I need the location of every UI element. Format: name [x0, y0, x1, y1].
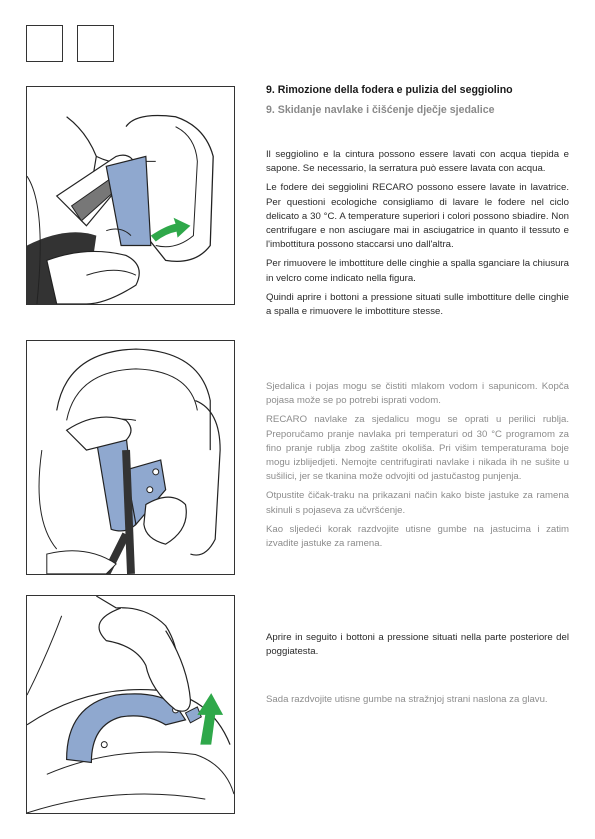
paragraph: Per rimuovere le imbottiture delle cinghie a spalla sganciare la chiusura in velcro come indicato nella figura. [266, 258, 569, 284]
shoulder-pad-snap-icon [27, 341, 234, 574]
section-heading-italian: 9. Rimozione della fodera e pulizia del seggiolino [266, 84, 513, 96]
paragraph: Le fodere dei seggiolini RECARO possono essere lavate in lavatrice. Per questioni ecologiche consigliamo di lavare le fodere nel ciclo delicato a 30 °C. A temperature superiori i colori possono sbiadire. Non centrifugare e non asciugare mai in asciugatrice in quanto il tessuto e l'imbottitura possono staccarsi uno dall'altra. [266, 182, 569, 251]
paragraph: Sjedalica i pojas mogu se čistiti mlakom vodom i sapunicom. Kopča pojasa može se po potrebi isprati vodom. [266, 381, 569, 407]
paragraph: Sada razdvojite utisne gumbe na stražnjoj strani naslona za glavu. [266, 694, 548, 705]
paragraph: Quindi aprire i bottoni a pressione situati sulle imbottiture delle cinghie a spalla e rimuovere le imbottiture stesse. [266, 291, 569, 318]
croatian-text-block [266, 693, 569, 712]
croatian-text-block [266, 380, 569, 556]
section-tab-box [77, 25, 114, 62]
headrest-snap-illustration [26, 595, 235, 814]
shoulder-pad-velcro-illustration [26, 86, 235, 305]
section-tab-box [26, 25, 63, 62]
paragraph: Aprire in seguito i bottoni a pressione situati nella parte posteriore del poggiatesta. [266, 632, 569, 658]
paragraph: Il seggiolino e la cintura possono essere lavati con acqua tiepida e sapone. Se necessario, la serratura può essere lavata con acqua. [266, 149, 569, 175]
paragraph: Otpustite čičak-traku na prikazani način kako biste jastuke za ramena skinuli s pojaseva za učvršćenje. [266, 490, 569, 516]
paragraph: RECARO navlake za sjedalicu mogu se oprati u perilici rublja. Preporučamo pranje navlaka pri temperaturi od 30 °C programom za fino pranje rublja zbog zaštite okoliša. Pri višim temperaturama boje mogu izblijedjeti. Nemojte centrifugirati navlake i nikada ih ne sušite u sušilici, jer se tkanina može odvojiti od jastučastog punjenja. [266, 414, 569, 483]
italian-text-block [266, 148, 569, 324]
shoulder-pad-velcro-icon [27, 87, 234, 304]
italian-text-block [266, 631, 569, 664]
shoulder-pad-snap-illustration [26, 340, 235, 575]
headrest-snap-icon [27, 596, 234, 813]
section-heading-croatian: 9. Skidanje navlake i čišćenje dječje sjedalice [266, 104, 495, 116]
paragraph: Kao sljedeći korak razdvojite utisne gumbe na jastucima i zatim izvadite jastuke za ramena. [266, 523, 569, 550]
